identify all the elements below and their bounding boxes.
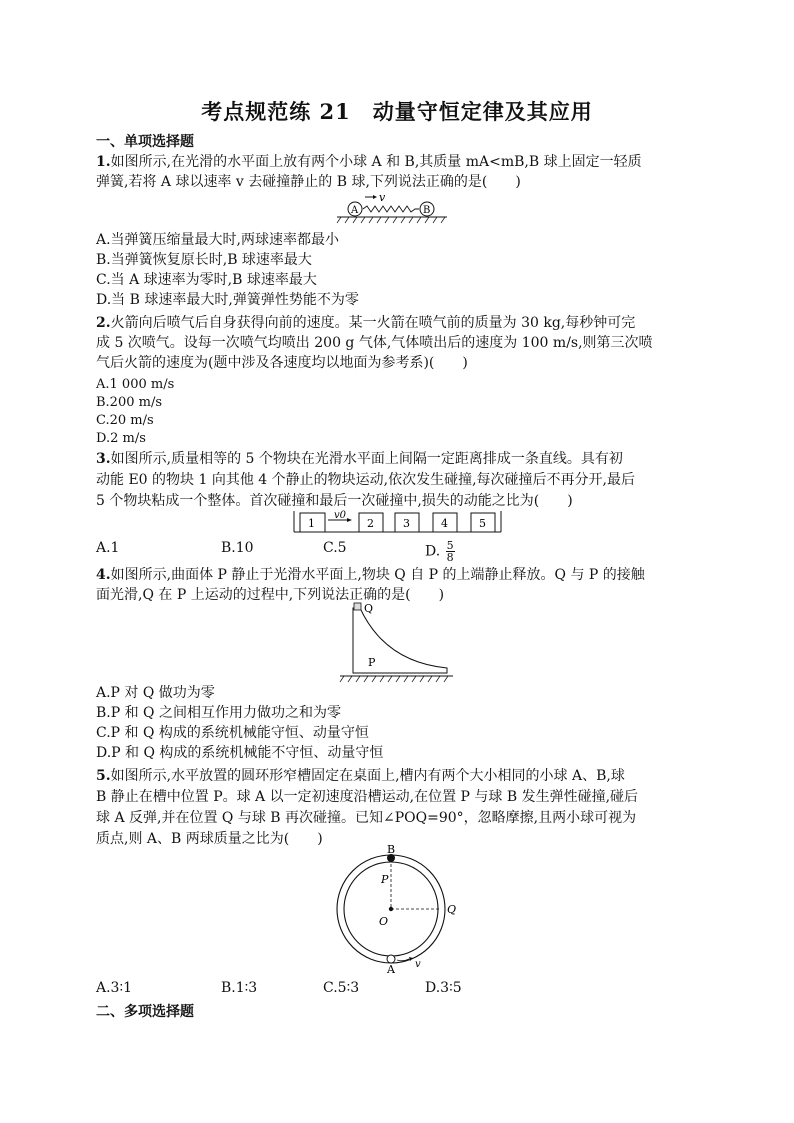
q4-option-b: B.P 和 Q 之间相互作用力做功之和为零: [96, 705, 341, 721]
q2-option-d: D.2 m/s: [96, 431, 146, 446]
ring-velocity-label: v: [415, 959, 421, 970]
block-q-label: Q: [364, 602, 374, 615]
point-o-label: O: [379, 915, 389, 928]
q3-option-a: A.1: [96, 540, 120, 556]
q1-number: 1.: [96, 154, 111, 170]
q4-line1: 4.如图所示,曲面体 P 静止于光滑水平面上,物块 Q 自 P 的上端静止释放。Q 与 P 的接触: [96, 567, 645, 583]
q2-line2: 成 5 次喷气。设每一次喷气均喷出 200 g 气体,气体喷出后的速度为 100 m/s,则第三次喷: [96, 335, 653, 351]
q3-number: 3.: [96, 451, 111, 467]
q4-figure: [335, 600, 455, 685]
q5-option-d: D.3∶5: [425, 980, 462, 996]
q1-line1: 1.如图所示,在光滑的水平面上放有两个小球 A 和 B,其质量 mA<mB,B 球上固定一轻质: [96, 154, 642, 170]
q4-option-a: A.P 对 Q 做功为零: [96, 685, 215, 701]
q2-option-a: A.1 000 m/s: [96, 377, 175, 392]
q5-number: 5.: [96, 768, 111, 784]
q5-line2: B 静止在槽中位置 P。球 A 以一定初速度沿槽运动,在位置 P 与球 B 发生弹性碰撞,碰后: [96, 789, 639, 805]
ball-a-on-ring: [387, 955, 395, 963]
body-p-label: P: [368, 656, 376, 669]
q4-option-c: C.P 和 Q 构成的系统机械能守恒、动量守恒: [96, 725, 369, 741]
q5-option-a: A.3∶1: [96, 980, 133, 996]
q5-figure: [325, 845, 465, 975]
section-heading-single: 一、单项选择题: [96, 134, 194, 150]
block-2-label: 2: [367, 517, 374, 530]
block-1-label: 1: [308, 517, 315, 530]
q4-number: 4.: [96, 567, 111, 583]
ball-b-label: B: [423, 205, 431, 216]
q3-option-b: B.10: [221, 540, 254, 556]
q1-velocity-label: v: [379, 192, 386, 204]
q3-velocity-label: v0: [334, 510, 347, 521]
q3-line1: 3.如图所示,质量相等的 5 个物块在光滑水平面上间隔一定距离排成一条直线。具有初: [96, 451, 623, 467]
point-p-label: P: [381, 873, 389, 886]
q1-option-c: C.当 A 球速率为零时,B 球速率最大: [96, 272, 317, 288]
block-q: [354, 603, 361, 610]
q2-line3: 气后火箭的速度为(题中涉及各速度均以地面为参考系)( ): [96, 355, 468, 371]
q4-line2: 面光滑,Q 在 P 上运动的过程中,下列说法正确的是( ): [96, 587, 445, 603]
q3-option-d-fraction: $\frac{5}{8}$: [446, 539, 454, 564]
q3-option-d: D. $\frac{5}{8}$: [425, 539, 454, 564]
point-q-label: Q: [447, 903, 457, 916]
spring: [363, 206, 419, 212]
ring-ball-b-label: B: [387, 845, 396, 856]
ring-ball-a-label: A: [387, 963, 395, 975]
q3-line2: 动能 E0 的物块 1 向其他 4 个静止的物块运动,依次发生碰撞,每次碰撞后不再分开,最后: [96, 472, 635, 488]
q5-option-b: B.1∶3: [221, 980, 258, 996]
block-5-label: 5: [479, 517, 486, 530]
q3-figure: [290, 510, 505, 534]
q2-option-b: B.200 m/s: [96, 395, 163, 410]
q2-line1: 2.火箭向后喷气后自身获得向前的速度。某一火箭在喷气前的质量为 30 kg,每秒钟可完: [96, 315, 636, 331]
q5-line4: 质点,则 A、B 两球质量之比为( ): [96, 831, 323, 847]
ball-a-label: A: [351, 205, 359, 216]
q1-option-d: D.当 B 球速率最大时,弹簧弹性势能不为零: [96, 292, 359, 308]
q1-figure: [335, 192, 450, 225]
q2-number: 2.: [96, 315, 111, 331]
block-4-label: 4: [441, 517, 448, 530]
q1-option-b: B.当弹簧恢复原长时,B 球速率最大: [96, 252, 312, 268]
q5-line1: 5.如图所示,水平放置的圆环形窄槽固定在桌面上,槽内有两个大小相同的小球 A、B,球: [96, 768, 625, 784]
q5-line3: 球 A 反弹,并在位置 Q 与球 B 再次碰撞。已知∠POQ=90°，忽略摩擦,且两小球可视为: [96, 810, 637, 826]
page-title: 考点规范练 21 动量守恒定律及其应用: [201, 99, 593, 124]
q4-option-d: D.P 和 Q 构成的系统机械能不守恒、动量守恒: [96, 745, 384, 761]
q2-option-c: C.20 m/s: [96, 413, 154, 428]
q3-option-c: C.5: [323, 540, 347, 556]
q3-line3: 5 个物块粘成一个整体。首次碰撞和最后一次碰撞中,损失的动能之比为( ): [96, 493, 573, 509]
q5-option-c: C.5∶3: [323, 980, 360, 996]
q1-option-a: A.当弹簧压缩量最大时,两球速率都最小: [96, 232, 340, 248]
block-3-label: 3: [403, 517, 410, 530]
q1-line2: 弹簧,若将 A 球以速率 v 去碰撞静止的 B 球,下列说法正确的是( ): [96, 174, 521, 190]
center-o: [389, 907, 393, 911]
section-heading-multiple: 二、多项选择题: [96, 1004, 194, 1020]
